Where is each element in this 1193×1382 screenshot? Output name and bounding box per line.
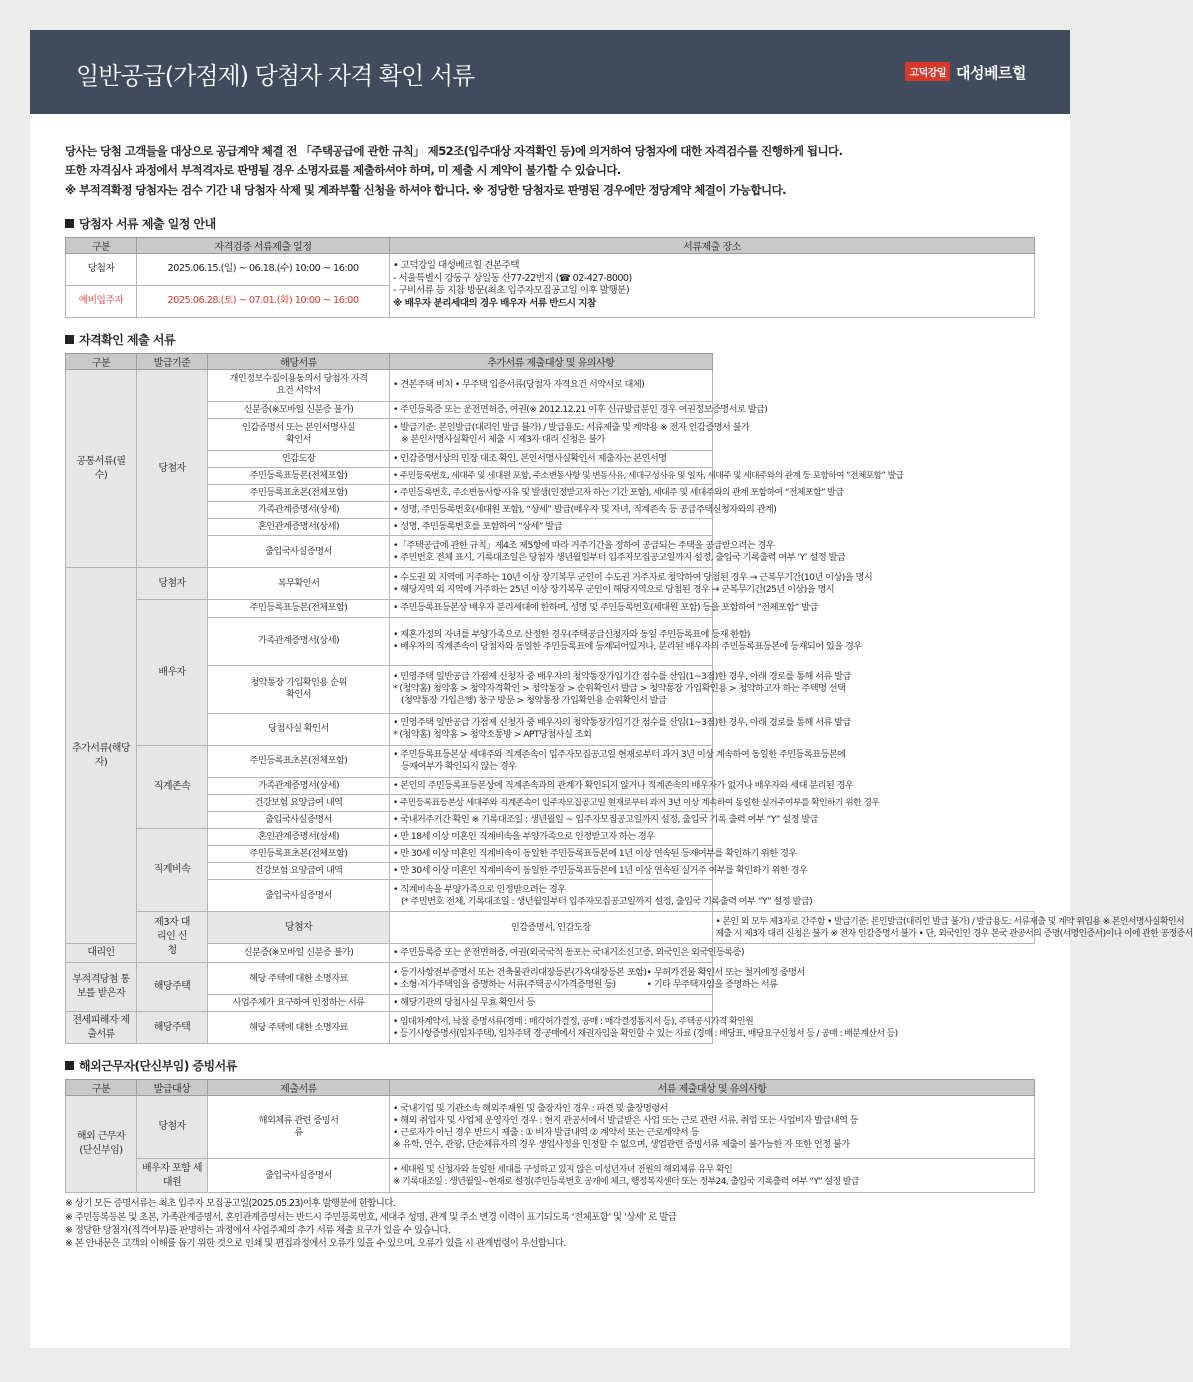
table-header: 구분 bbox=[66, 353, 137, 369]
doc-name: 가족관계증명서(상세) bbox=[208, 777, 390, 794]
doc-name: 인감도장 bbox=[208, 450, 390, 467]
schedule-type: 당첨자 bbox=[66, 253, 137, 285]
doc-notes: • 민영주택 일반공급 가점제 신청자 중 배우자의 청약통장가입기간 점수를 산입(1~3점)한 경우, 아래 경로를 통해 서류 발급 * (청약홈) 청약홈 > 청약자격확인 > 청약통장 > 순위확인서 발급 > 청약통장 가입확인용 > 청약하고자 하는 주택명 선택 (청약통장 가입은행) 창구 방문 > 청약통장 가입확인용 순위확인서 발급 bbox=[390, 665, 713, 713]
footnote: ※ 상기 모든 증명서류는 최초 입주자 모집공고일(2025.05.23)이후 발행분에 한합니다. bbox=[65, 1198, 396, 1210]
doc-notes: • 성명, 주민등록번호를 포함하여 “상세” 발급 bbox=[390, 519, 713, 536]
intro-text bbox=[65, 142, 1035, 200]
doc-name: 인감증명서, 인감도장 bbox=[390, 912, 713, 944]
basis-spouse-household: 배우자 포함 세대원 bbox=[137, 1159, 208, 1193]
basis-winner: 당첨자 bbox=[137, 369, 208, 568]
doc-notes: • 주민등록증 또는 운전면허증, 여권(외국국적 동포는 국내거소신고증, 외국인은 외국인등록증) bbox=[390, 944, 713, 963]
doc-name: 사업주체가 요구하여 인정하는 서류 bbox=[208, 995, 390, 1012]
doc-notes: • 만 30세 이상 미혼인 직계비속이 동일한 주민등록표등본에 1년 이상 연속된 등재여부를 확인하기 위한 경우 bbox=[390, 845, 713, 862]
doc-notes: • 인감증명서상의 인장 대조 확인, 본인서명사실확인서 제출자는 본인서명 bbox=[390, 450, 713, 467]
table-header: 구분 bbox=[66, 1080, 137, 1096]
basis-house: 해당주택 bbox=[137, 1012, 208, 1044]
doc-notes: • 만 30세 이상 미혼인 직계비속이 동일한 주민등록표등본에 1년 이상 연속된 실거주 여부를 확인하기 위한 경우 bbox=[390, 863, 713, 880]
header-bar bbox=[30, 30, 1070, 114]
doc-notes: • 주민등록번호, 세대주 및 세대원 포함, 주소변동사항 및 변동사유, 세대구성사유 및 일자, 세대주 및 세대주와의 관계 등 포함하여 “전체포함” 발급 bbox=[390, 468, 713, 485]
schedule-date: 2025.06.28.(토) ~ 07.01.(화) 10:00 ~ 16:00 bbox=[137, 285, 390, 317]
doc-name: 출입국사실증명서 bbox=[208, 1159, 390, 1193]
place-line: - 구비서류 등 지참 방문(최초 입주자모집공고일 이후 발행분) bbox=[393, 285, 630, 297]
doc-name: 혼인관계증명서(상세) bbox=[208, 519, 390, 536]
doc-notes: • 주민등록표등본상 세대주와 직계존속이 입주자모집공고일 현재로부터 과거 3년 이상 계속하여 동일한 실거주여부를 확인하기 위한 경우 bbox=[390, 794, 713, 811]
document-page bbox=[30, 30, 1193, 1348]
group-extra: 추가서류(해당자) bbox=[66, 568, 137, 944]
doc-notes: • 본인의 주민등록표등본상에 직계존속과의 관계가 확인되지 않거나 직계존속의 배우자가 없거나 배우자와 세대 분리된 경우 bbox=[390, 777, 713, 794]
doc-name: 출입국사실증명서 bbox=[208, 811, 390, 828]
doc-name: 주민등록표등본(전체포함) bbox=[208, 468, 390, 485]
basis-house: 해당주택 bbox=[137, 963, 208, 1012]
group-jeonse-victim: 전세피해자 제출서류 bbox=[66, 1012, 137, 1044]
doc-notes: • 직계비속을 부양가족으로 인정받으려는 경우 (* 주민번호 전체, 기록대조일 : 생년월일부터 입주자모집공고일까지 설정, 출입국 기록출력 여부 “Y” 설정 발급) bbox=[390, 880, 713, 912]
doc-notes: • 수도권 외 지역에 거주하는 10년 이상 장기복무 군인이 수도권 거주자로 청약하여 당첨된 경우 → 근복무기간(10년 이상)을 명시 • 해당지역 외 지역에 거주하는 25년 이상 장기복무 군인이 해당지역으로 당첨된 경우 → 군복무기간(25년 이상)을 명시 bbox=[390, 568, 713, 600]
table-header: 서류제출 장소 bbox=[390, 237, 1035, 253]
doc-name: 해외체류 관련 증빙서류 bbox=[208, 1096, 390, 1159]
footnote: ※ 정당한 당첨자(적격여부)를 판명하는 과정에서 사업주체의 추가 서류 제출 요구가 있을 수 있습니다. bbox=[65, 1224, 451, 1236]
place-line: - 서울특별시 강동구 상일동 산77-22번지 (☎ 02-427-8000) bbox=[393, 272, 632, 284]
doc-name: 청약통장 가입확인용 순위확인서 bbox=[208, 665, 390, 713]
doc-name: 신분증(※모바일 신분증 불가) bbox=[208, 401, 390, 418]
submission-place bbox=[390, 253, 1035, 317]
doc-notes: • 세대원 및 신청자와 동일한 세대를 구성하고 있지 않은 미성년자녀 전원의 해외체류 유무 확인 ※ 기록대조일 : 생년월일~현재로 설정(주민등록번호 공개에 체크, 행정복지센터 또는 정부24, 출입국 기록출력 여부 “Y” 설정 발급 bbox=[390, 1159, 1035, 1193]
doc-name: 인감증명서 또는 본인서명사실확인서 bbox=[208, 418, 390, 450]
doc-notes: • 만 18세 이상 미혼인 직계비속을 부양가족으로 인정받고자 하는 경우 bbox=[390, 828, 713, 845]
doc-name: 건강보험 요양급여 내역 bbox=[208, 863, 390, 880]
doc-name: 출입국사실증명서 bbox=[208, 536, 390, 568]
doc-notes: • 발급기준: 본인발급(대리인 발급 불가) / 발급용도: 서류제출 및 계약용 ※ 전자 인감증명서 불가 ※ 본인서명사실확인서 제출 시 제3자 대리 신청은 불가 bbox=[390, 418, 713, 450]
doc-notes: • 민영주택 일반공급 가점제 신청자 중 배우자의 청약통장가입기간 점수를 산입(1~3점)한 경우, 아래 경로를 통해 서류 발급 * (청약홈) 청약홈 > 청약소통방 > APT당첨사실 조회 bbox=[390, 713, 713, 745]
table-header: 서류 제출대상 및 유의사항 bbox=[390, 1080, 1035, 1096]
basis-winner: 당첨자 bbox=[137, 1096, 208, 1159]
table-header: 해당서류 bbox=[208, 353, 390, 369]
basis-agent: 대리인 bbox=[66, 944, 137, 963]
doc-notes: • 등기사항전부증명서 또는 건축물관리대장등본(가옥대장등본 포함) • 소형·저가주택임을 증명하는 서류(주택공시가격증명원 등) • 무허가건물 확인서 또는 철거예정 증명서 • 기타 무주택자임을 증명하는 서류 bbox=[390, 963, 713, 995]
section-heading-docs: 자격확인 제출 서류 bbox=[65, 331, 1035, 348]
doc-name: 혼인관계증명서(상세) bbox=[208, 828, 390, 845]
doc-notes: • 주민등록표등본상 세대주와 직계존속이 입주자모집공고일 현재로부터 과거 3년 이상 계속하여 동일한 주민등록표등본에 등재여부가 확인되지 않는 경우 bbox=[390, 745, 713, 777]
place-line: • 고덕강일 대성베르힐 견본주택 bbox=[393, 260, 519, 272]
doc-name: 해당 주택에 대한 소명자료 bbox=[208, 1012, 390, 1044]
doc-name: 당첨사실 확인서 bbox=[208, 713, 390, 745]
table-header: 제출서류 bbox=[208, 1080, 390, 1096]
doc-notes: • 성명, 주민등록번호(세대원 포함), “상세” 발급(배우자 및 자녀, 직계존속 등 공급주택신청자와의 관계) bbox=[390, 502, 713, 519]
doc-notes: •「주택공급에 관한 규칙」제4조 제5항에 따라 거주기간을 정하여 공급되는 주택을 공급받으려는 경우 • 주민번호 전체 표시, 기록대조일은 당첨자 생년월일부터 입주자모집공고일까지 설정, 출입국 기록출력 여부 ‘Y’ 설정 발급 bbox=[390, 536, 713, 568]
doc-notes: • 임대차계약서, 낙찰 증명서류(경매 : 매각허가결정, 공매 : 매각결정통지서 등), 주택공시가격 확인원 • 등기사항증명서(임차주택), 임차주택 경·공매에서 채권자임을 확인할 수 있는 자료 (경매 : 배당표, 배당요구신청서 등 / 공매 : 배분계산서 등) bbox=[390, 1012, 713, 1044]
doc-notes: • 견본주택 비치 • 무주택 입증서류(당첨자 자격요건 서약서로 대체) bbox=[390, 369, 713, 401]
page-title: 일반공급(가점제) 당첨자 자격 확인 서류 bbox=[76, 62, 475, 90]
overseas-table bbox=[65, 1079, 1035, 1193]
basis-spouse: 배우자 bbox=[137, 600, 208, 745]
intro-line: 또한 자격심사 과정에서 부적격자로 판명될 경우 소명자료를 제출하셔야 하며, 미 제출 시 계약이 불가할 수 있습니다. bbox=[65, 163, 621, 178]
doc-name: 주민등록표등본(전체포함) bbox=[208, 600, 390, 617]
doc-notes: • 주민등록번호, 주소변동사항·사유 및 발생(인정받고자 하는 기간 포함), 세대주 및 세대주와의 관계 포함하여 “전체포함” 발급 bbox=[390, 485, 713, 502]
doc-name: 주민등록표초본(전체포함) bbox=[208, 845, 390, 862]
table-header: 추가서류 제출대상 및 유의사항 bbox=[390, 353, 713, 369]
basis-winner: 당첨자 bbox=[208, 912, 390, 944]
section-heading-schedule: 당첨자 서류 제출 일정 안내 bbox=[65, 215, 1035, 232]
section-heading-overseas: 해외근무자(단신부임) 증빙서류 bbox=[65, 1057, 1035, 1074]
doc-name: 복무확인서 bbox=[208, 568, 390, 600]
footnotes bbox=[65, 1197, 1035, 1250]
schedule-type: 예비입주자 bbox=[66, 285, 137, 317]
footnote: ※ 주민등록등본 및 초본, 가족관계증명서, 혼인관계증명서는 반드시 주민등록번호, 세대주 성명, 관계 및 주소 변경 이력이 표기되도록 ‘전체포함’ 및 ‘상세’ 로 발급 bbox=[65, 1211, 677, 1223]
doc-name: 출입국사실증명서 bbox=[208, 880, 390, 912]
content bbox=[65, 142, 1193, 1250]
intro-line: 당사는 당첨 고객들을 대상으로 공급계약 체결 전 「주택공급에 관한 규칙」 제52조(입주대상 자격확인 등)에 의거하여 당첨자에 대한 자격검수를 진행하게 됩니다. bbox=[65, 144, 843, 158]
doc-name: 신분증(※모바일 신분증 불가) bbox=[208, 944, 390, 963]
intro-line: ※ 부적격확정 당첨자는 검수 기간 내 당첨자 삭제 및 계좌부활 신청을 하셔야 합니다. ※ 정당한 당첨자로 판명된 경우에만 정당계약 체결이 가능합니다. bbox=[65, 182, 786, 197]
table-header: 구분 bbox=[66, 237, 137, 253]
brand-name: 대성베르힐 bbox=[956, 64, 1026, 82]
group-common: 공통서류(필수) bbox=[66, 369, 137, 568]
footnote: ※ 본 안내문은 고객의 이해를 돕기 위한 것으로 인쇄 및 편집과정에서 오류가 있을 수 있으며, 오류가 있을 시 관계법령이 우선합니다. bbox=[65, 1238, 566, 1250]
doc-notes: • 주민등록증 또는 운전면허증, 여권(※ 2012.12.21 이후 신규발급분인 경우 여권정보증명서로 발급) bbox=[390, 401, 713, 418]
doc-name: 가족관계증명서(상세) bbox=[208, 502, 390, 519]
doc-notes: • 국내기업 및 기관소속 해외주재원 및 출장자인 경우 : 파견 및 출장명령서 • 해외 취업자 및 사업체 운영자인 경우 : 현지 관공서에서 발급받은 사업 또는 근로 관련 서류, 취업 또는 사업비자 발급내역 등 • 근로자가 아닌 경우 반드시 제출 : ① 비자 발급내역 ② 계약서 또는 근로계약서 등 ※ 유학, 연수, 관광, 단순체류자의 경우 생업사정을 인정할 수 없으며, 생업관련 증빙서류 제출이 불가능한 자 또한 인정 불가 bbox=[390, 1096, 1035, 1159]
table-header: 발급대상 bbox=[137, 1080, 208, 1096]
group-third-party: 제3자 대리인 신청 bbox=[137, 912, 208, 963]
doc-notes: • 주민등록표등본상 배우자 분리세대에 한하며, 성명 및 주민등록번호(세대원 포함) 등을 포함하여 “전체포함” 발급 bbox=[390, 600, 713, 617]
doc-notes: • 재혼가정의 자녀를 부양가족으로 산정한 경우(주택공급신청자와 동일 주민등록표에 등재 한함) • 배우자의 직계존속이 당첨자와 동일한 주민등록표에 등재되어있거나, 분리된 배우자의 주민등록표등본에 등재되어 있을 경우 bbox=[390, 617, 713, 665]
table-header: 발급기준 bbox=[137, 353, 208, 369]
doc-name: 건강보험 요양급여 내역 bbox=[208, 794, 390, 811]
group-invalid-winner: 부적격당첨 통보를 받은자 bbox=[66, 963, 137, 1012]
doc-notes: • 본인 외 모두 제3자로 간주함 • 발급기준: 본인발급(대리인 발급 불가) / 발급용도: 서류제출 및 계약 위임용 ※ 본인서명사실확인서 제출 시 제3자 대리 신청은 불가 ※ 전자 인감증명서 불가 • 단, 외국인인 경우 본국 관공서의 증명(서명인증서)이나 이에 관한 공정증서 bbox=[712, 912, 1035, 944]
docs-table bbox=[65, 353, 1193, 1044]
doc-name: 주민등록표초본(전체포함) bbox=[208, 485, 390, 502]
doc-name: 주민등록표초본(전체포함) bbox=[208, 745, 390, 777]
basis-lineal: 직계존속 bbox=[137, 745, 208, 828]
table-header: 자격검증 서류제출 일정 bbox=[137, 237, 390, 253]
basis-winner: 당첨자 bbox=[137, 568, 208, 600]
doc-name: 해당 주택에 대한 소명자료 bbox=[208, 963, 390, 995]
brand-logo bbox=[905, 62, 1026, 83]
doc-notes: • 국내거주기간 확인 ※ 기록대조일 : 생년월일 ~ 입주자모집공고일까지 설정, 출입국 기록 출력 여부 “Y” 설정 발급 bbox=[390, 811, 713, 828]
brand-badge: 고덕강일 bbox=[905, 62, 950, 81]
doc-name: 가족관계증명서(상세) bbox=[208, 617, 390, 665]
doc-name: 개인정보수집이용동의서 당첨자 자격요건 서약서 bbox=[208, 369, 390, 401]
schedule-date: 2025.06.15.(일) ~ 06.18.(수) 10:00 ~ 16:00 bbox=[137, 253, 390, 285]
place-line: ※ 배우자 분리세대의 경우 배우자 서류 반드시 지참 bbox=[393, 297, 596, 309]
group-overseas: 해외 근무자 (단신부임) bbox=[66, 1096, 137, 1193]
schedule-table bbox=[65, 237, 1035, 318]
basis-descendant: 직계비속 bbox=[137, 828, 208, 911]
doc-notes: • 해당기관의 당첨사실 무효 확인서 등 bbox=[390, 995, 713, 1012]
